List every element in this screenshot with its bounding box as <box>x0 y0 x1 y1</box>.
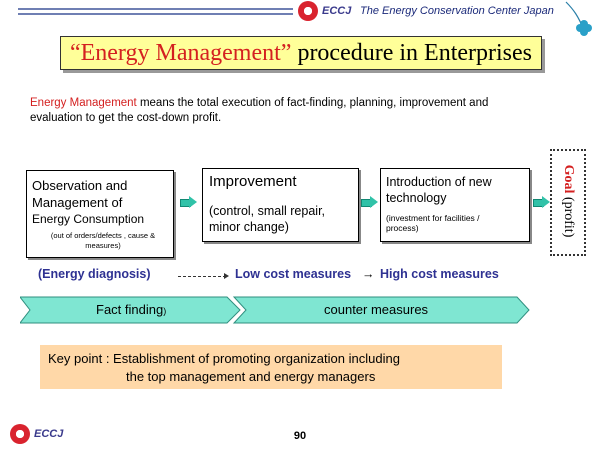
footer-brand: ECCJ <box>34 428 64 440</box>
improvement-note2: minor change) <box>209 220 289 234</box>
slide-title <box>60 36 542 70</box>
clover-logo-icon <box>560 0 600 46</box>
energy-diagnosis-label: (Energy diagnosis) <box>38 267 151 281</box>
technology-note2: process) <box>386 223 419 233</box>
intro-line1-rest: means the total execution of fact-finding, planning, improvement and <box>136 97 489 109</box>
goal-label: Goal <box>561 164 576 194</box>
observation-note2: measures) <box>85 241 121 250</box>
title-rest: procedure in Enterprises <box>291 40 533 66</box>
header-brand: ECCJ <box>322 5 352 17</box>
observation-note1: (out of orders/defects , cause & <box>50 231 156 240</box>
low-cost-label: Low cost measures <box>235 267 352 281</box>
key-point-line2: the top management and energy managers <box>126 369 376 384</box>
key-point-line1: Key point : Establishment of promoting organization including <box>48 351 400 366</box>
header-rule-top <box>18 8 293 10</box>
observation-line2: Management of <box>32 195 123 210</box>
dashed-arrow <box>178 276 226 277</box>
intro-highlight: Energy Management <box>30 97 137 109</box>
dashed-arrow-head-icon <box>224 273 229 279</box>
header-rule-bottom <box>18 13 293 15</box>
counter-measures-text: counter measures <box>324 302 429 317</box>
observation-line1: Observation and <box>32 178 128 193</box>
cost-arrow: → <box>362 267 375 281</box>
page-number: 90 <box>293 430 307 442</box>
high-cost-label: High cost measures <box>380 267 499 281</box>
title-highlight: “Energy Management” <box>69 40 292 66</box>
step-technology <box>380 168 530 242</box>
technology-line2: technology <box>386 191 447 205</box>
eccj-logo-icon <box>298 1 318 21</box>
step-improvement <box>202 168 359 242</box>
observation-line3: Energy Consumption <box>32 212 145 226</box>
goal-paren: (profit) <box>561 193 576 238</box>
intro-line2: evaluation to get the cost-down profit. <box>30 112 222 124</box>
key-point-box <box>40 345 502 389</box>
improvement-note1: (control, small repair, <box>209 204 326 218</box>
improvement-title: Improvement <box>209 173 297 190</box>
fact-finding-text: Fact finding) <box>96 302 167 317</box>
step-observation <box>26 170 174 258</box>
technology-note1: (investment for facilities / <box>386 213 480 223</box>
goal-box <box>550 149 586 256</box>
intro-text <box>30 96 590 126</box>
technology-line1: Introduction of new <box>386 175 492 189</box>
center-name: The Energy Conservation Center Japan <box>360 5 554 17</box>
